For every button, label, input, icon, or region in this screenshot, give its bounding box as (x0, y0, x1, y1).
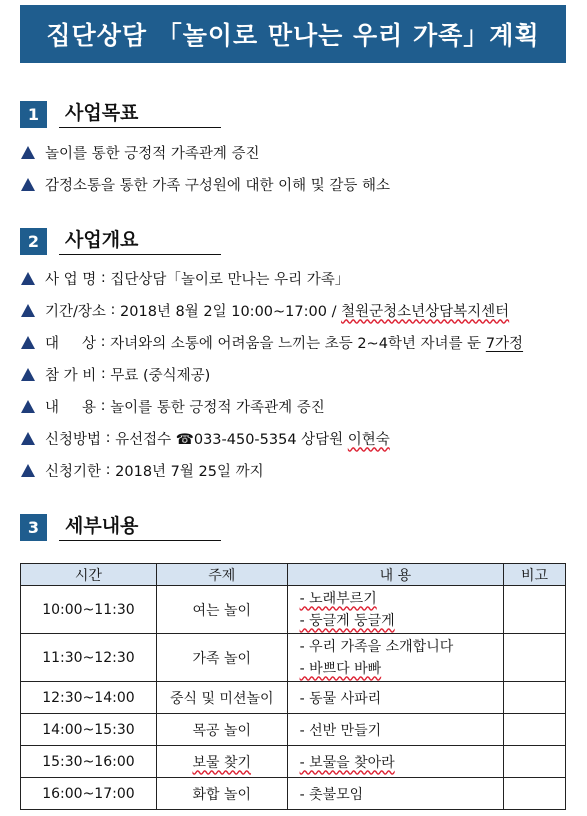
content-line: - 바쁘다 바빠 (299, 660, 382, 677)
cell-content (287, 714, 504, 746)
separator: : (101, 430, 116, 446)
triangle-bullet-icon (21, 464, 35, 477)
section-3-number: 3 (20, 514, 47, 541)
list-item-text: 놀이를 통한 긍정적 가족관계 증진 (45, 145, 260, 162)
item-value-count: 7가정 (485, 335, 524, 352)
content-line: - 선반 만들기 (299, 722, 382, 739)
item-value: 집단상담「놀이로 만나는 우리 가족」 (110, 271, 350, 288)
cell-note (504, 634, 566, 682)
content-line: - 둥글게 둥글게 (299, 612, 395, 629)
triangle-bullet-icon (21, 336, 35, 349)
cell-content (287, 746, 504, 778)
cell-content (287, 682, 504, 714)
table-row (21, 682, 566, 714)
item-label: 신청방법 (45, 431, 102, 448)
separator: : (96, 334, 111, 350)
content-line: - 촛불모임 (299, 786, 364, 803)
item-label: 참 가 비 (45, 367, 97, 384)
section-1-number: 1 (20, 101, 47, 128)
list-item (20, 326, 523, 358)
column-header-time: 시간 (21, 564, 157, 586)
separator: : (105, 302, 121, 318)
item-label: 기간/장소 (45, 303, 106, 320)
cell-time: 14:00~15:30 (21, 714, 157, 746)
cell-time: 12:30~14:00 (21, 682, 157, 714)
cell-note (504, 714, 566, 746)
section-1-list (20, 136, 390, 200)
list-item (20, 390, 523, 422)
list-item (20, 168, 390, 200)
section-2-number: 2 (20, 228, 47, 255)
section-2-title: 사업개요 (59, 227, 221, 255)
list-item (20, 136, 390, 168)
list-item (20, 454, 523, 486)
item-value-place: 철원군청소년상담복지센터 (341, 303, 510, 320)
item-value: 유선접수 ☎033-450-5354 상담원 (115, 431, 348, 448)
column-header-content: 내 용 (287, 564, 504, 586)
cell-time: 16:00~17:00 (21, 778, 157, 810)
table-row (21, 714, 566, 746)
section-3-title: 세부내용 (59, 513, 221, 541)
content-line: - 동물 사파리 (299, 690, 382, 707)
section-3-heading (20, 513, 221, 541)
cell-topic (156, 746, 287, 778)
document-title: 집단상담 「놀이로 만나는 우리 가족」계획 (20, 5, 566, 63)
cell-topic: 가족 놀이 (156, 634, 287, 682)
cell-time: 15:30~16:00 (21, 746, 157, 778)
cell-note (504, 586, 566, 634)
cell-topic: 중식 및 미션놀이 (156, 682, 287, 714)
separator: : (96, 366, 111, 382)
triangle-bullet-icon (21, 432, 35, 445)
triangle-bullet-icon (21, 146, 35, 159)
cell-time: 10:00~11:30 (21, 586, 157, 634)
triangle-bullet-icon (21, 400, 35, 413)
item-value-counselor: 이현숙 (347, 431, 390, 448)
separator: : (96, 270, 111, 286)
content-line: - 우리 가족을 소개합니다 (299, 638, 454, 655)
list-item (20, 294, 523, 326)
section-1-heading (20, 100, 221, 128)
item-label: 대 상 (45, 335, 97, 352)
table-row (21, 634, 566, 682)
cell-content (287, 586, 504, 634)
cell-topic: 여는 놀이 (156, 586, 287, 634)
item-label: 신청기한 (45, 463, 102, 480)
item-value: 무료 (중식제공) (110, 367, 211, 384)
table-header-row (21, 564, 566, 586)
schedule-table (20, 563, 566, 810)
table-row (21, 746, 566, 778)
content-line: - 노래부르기 (299, 590, 377, 607)
cell-topic: 화합 놀이 (156, 778, 287, 810)
list-item (20, 262, 523, 294)
separator: : (101, 462, 116, 478)
triangle-bullet-icon (21, 178, 35, 191)
separator: : (96, 398, 111, 414)
column-header-topic: 주제 (156, 564, 287, 586)
item-value: 자녀와의 소통에 어려움을 느끼는 초등 2~4학년 자녀를 둔 (110, 335, 486, 352)
item-value: 놀이를 통한 긍정적 가족관계 증진 (110, 399, 325, 416)
item-value: 2018년 8월 2일 10:00~17:00 / (120, 303, 342, 320)
item-label: 사 업 명 (45, 271, 97, 288)
section-2-heading (20, 227, 221, 255)
cell-content (287, 778, 504, 810)
cell-note (504, 682, 566, 714)
cell-note (504, 746, 566, 778)
list-item (20, 358, 523, 390)
item-value: 2018년 7월 25일 까지 (115, 463, 264, 480)
triangle-bullet-icon (21, 304, 35, 317)
table-row (21, 586, 566, 634)
triangle-bullet-icon (21, 272, 35, 285)
topic-text: 보물 찾기 (192, 754, 252, 771)
cell-note (504, 778, 566, 810)
list-item (20, 422, 523, 454)
cell-topic: 목공 놀이 (156, 714, 287, 746)
table-row (21, 778, 566, 810)
column-header-note: 비고 (504, 564, 566, 586)
section-2-list (20, 262, 523, 486)
cell-content (287, 634, 504, 682)
content-line: - 보물을 찾아라 (299, 754, 395, 771)
list-item-text: 감정소통을 통한 가족 구성원에 대한 이해 및 갈등 해소 (45, 177, 391, 194)
item-label: 내 용 (45, 399, 97, 416)
cell-time: 11:30~12:30 (21, 634, 157, 682)
triangle-bullet-icon (21, 368, 35, 381)
section-1-title: 사업목표 (59, 100, 221, 128)
